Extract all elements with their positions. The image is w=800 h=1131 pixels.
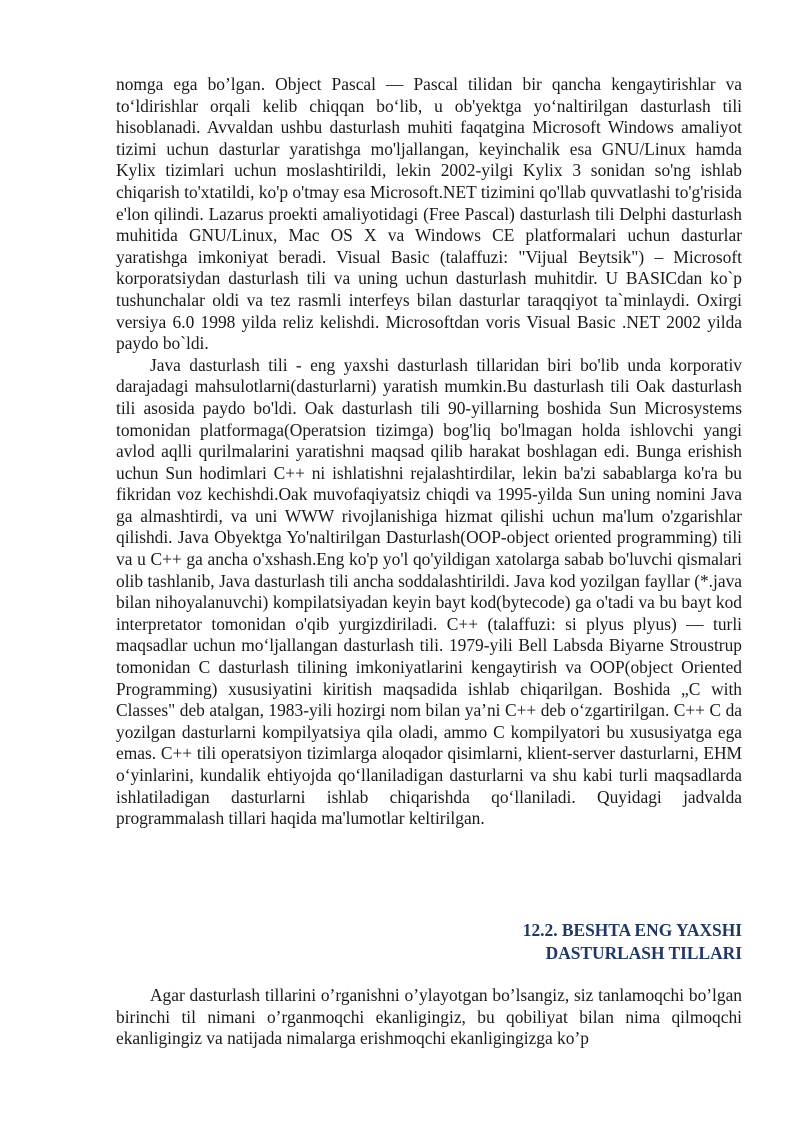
closing-text xyxy=(116,985,742,1050)
paragraph-intro-choosing: Agar dasturlash tillarini o’rganishni o’ylayotgan bo’lsangiz, siz tanlamoqchi bo’lgan birinchi til nimani o’rganmoqchi ekanligingiz, bu qobiliyat bilan nima qilmoqchi ekanligingiz va natijada nimalarga erishmoqchi ekanligingizga ko’p xyxy=(116,985,742,1049)
section-heading xyxy=(116,919,742,965)
section-heading-line-1: 12.2. BESHTA ENG YAXSHI xyxy=(522,920,742,940)
paragraph-pascal-delphi-vb: nomga ega bo’lgan. Object Pascal — Pascal tilidan bir qancha kengaytirishlar va to‘ldirishlar orqali kelib chiqqan bo‘lib, u ob'yektga yo‘naltirilgan dasturlash tili hisoblanadi. Avvaldan ushbu dasturlash muhiti faqatgina Microsoft Windows amaliyot tizimi uchun dasturlar yaratishga mo'ljallangan, keyinchalik esa GNU/Linux hamda Kylix tizimlari uchun moslashtirildi, lekin 2002-yilgi Kylix 3 sonidan so'ng ishlab chiqarish to'xtatildi, ko'p o'tmay esa Microsoft.NET tizimini qo'llab quvvatlashi to'g'risida e'lon qilindi. Lazarus proekti amaliyotidagi (Free Pascal) dasturlash tili Delphi dasturlash muhitida GNU/Linux, Mac OS X va Windows CE platformalari uchun dasturlar yaratishga imkoniyat beradi. Visual Basic (talaffuzi: "Vijual Beytsik") – Microsoft korporatsiydan dasturlash tili va uning uchun dasturlash muhitdir. U BASICdan ko`p tushunchalar oldi va tez rasmli interfeys bilan dasturlar taraqqiyot ta`minlaydi. Oxirgi versiya 6.0 1998 yilda reliz kelishdi. Microsoftdan voris Visual Basic .NET 2002 yilda paydo bo`ldi. xyxy=(116,74,742,354)
section-heading-line-2: DASTURLASH TILLARI xyxy=(545,943,742,963)
body-text xyxy=(116,74,742,830)
paragraph-java-cpp: Java dasturlash tili - eng yaxshi dasturlash tillaridan biri bo'lib unda korporativ darajadagi mahsulotlarni(dasturlarni) yaratish mumkin.Bu dasturlash tili Oak dasturlash tili asosida paydo bo'ldi. Oak dasturlash tili 90-yillarning boshida Sun Microsystems tomonidan platformaga(Operatsion tizimga) bog'liq bo'lmagan holda ishlovchi yangi avlod aqlli qurilmalarini yaratishni maqsad qilib harakat boshlagan edi. Bunga erishish uchun Sun hodimlari C++ ni ishlatishni rejalashtirdilar, lekin ba'zi sabablarga ko'ra bu fikridan voz kechishdi.Oak muvofaqiyatsiz chiqdi va 1995-yilda Sun uning nomini Java ga almashtirdi, va uni WWW rivojlanishiga hizmat qilishi uchun ma'lum o'zgarishlar qilishdi. Java Obyektga Yo'naltirilgan Dasturlash(OOP-object oriented programming) tili va u C++ ga ancha o'xshash.Eng ko'p yo'l qo'yildigan xatolarga sabab bo'luvchi qismalari olib tashlanib, Java dasturlash tili ancha soddalashtirildi. Java kod yozilgan fayllar (*.java bilan nihoyalanuvchi) kompilatsiyadan keyin bayt kod(bytecode) ga o'tadi va bu bayt kod interpretator tomonidan o'qib yurgizdiriladi. C++ (talaffuzi: si plyus plyus) — turli maqsadlar uchun mo‘ljallangan dasturlash tili. 1979-yili Bell Labsda Biyarne Stroustrup tomonidan C dasturlash tilining imkoniyatlarini kengaytirish va OOP(object Oriented Programming) xususiyatini kiritish maqsadida ishlab chiqarilgan. Boshida „C with Classes" deb atalgan, 1983-yili hozirgi nom bilan ya’ni C++ deb o‘zgartirilgan. C++ C da yozilgan dasturlarni kompilyatsiya qila oladi, ammo C kompilyatori bu xususiyatga ega emas. C++ tili operatsiyon tizimlarga aloqador qisimlarni, klient-server dasturlarni, EHM o‘yinlarini, kundalik ehtiyojda qo‘llaniladigan dasturlarni va shu kabi turli maqsadlarda ishlatiladigan dasturlarni ishlab chiqarishda qo‘llaniladi. Quyidagi jadvalda programmalash tillari haqida ma'lumotlar keltirilgan. xyxy=(116,354,742,829)
